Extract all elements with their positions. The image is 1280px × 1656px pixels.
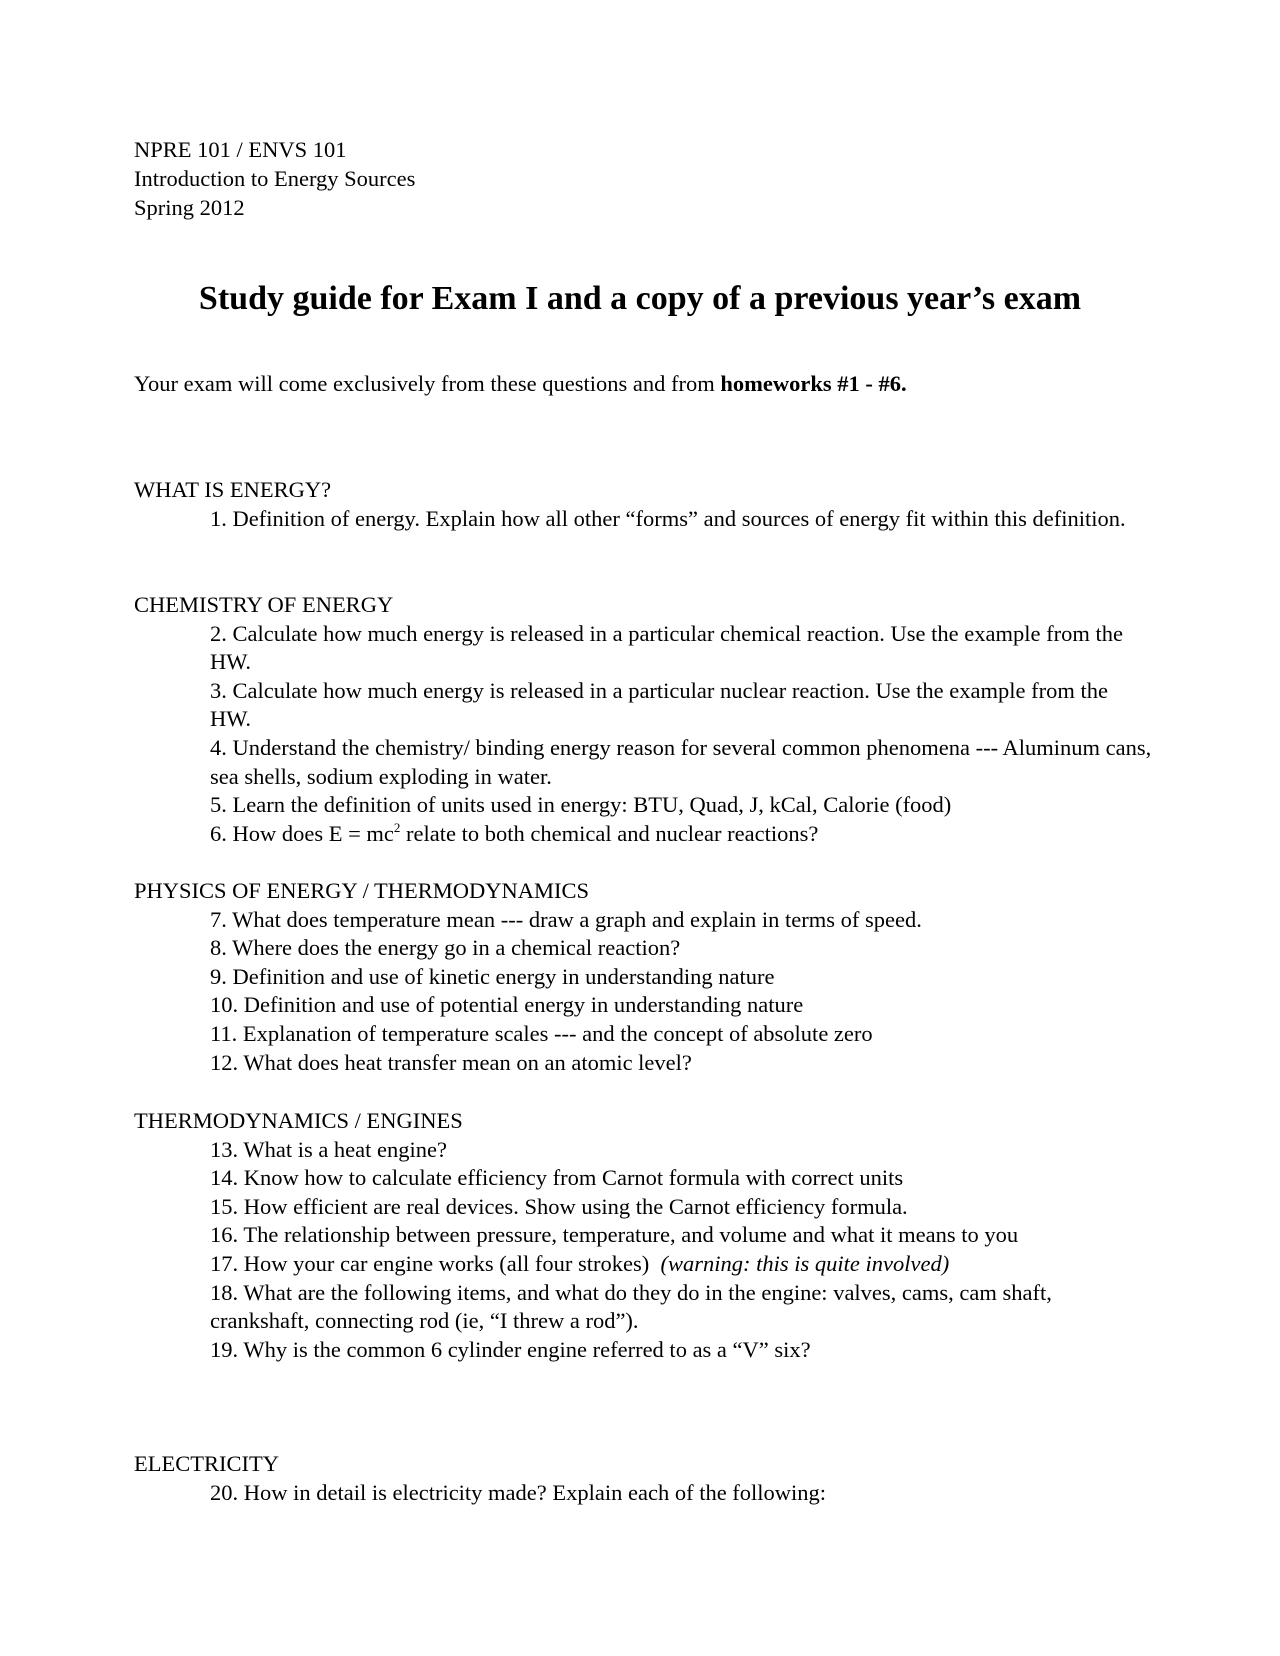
question-item: 4. Understand the chemistry/ binding energy reason for several common phenomena --- Aluminum cans, sea shells, sodium exploding in water. — [210, 734, 1152, 789]
section-what-is-energy — [134, 476, 1154, 533]
intro-paragraph — [134, 370, 907, 399]
section-heading: THERMODYNAMICS / ENGINES — [134, 1108, 463, 1133]
intro-text: Your exam will come exclusively from these questions and from — [134, 371, 721, 396]
question-item: 14. Know how to calculate efficiency from Carnot formula with correct units — [210, 1165, 904, 1191]
question-item: 16. The relationship between pressure, temperature, and volume and what it means to you — [210, 1222, 1019, 1248]
question-text: relate to both chemical and nuclear reactions? — [400, 820, 819, 846]
term: Spring 2012 — [134, 195, 245, 220]
question-item — [210, 1250, 1154, 1279]
superscript: 2 — [393, 819, 401, 835]
question-item: 5. Learn the definition of units used in energy: BTU, Quad, J, kCal, Calorie (food) — [210, 792, 952, 818]
section-heading: WHAT IS ENERGY? — [134, 477, 332, 502]
question-item: 11. Explanation of temperature scales --- and the concept of absolute zero — [210, 1020, 873, 1046]
section-heading: PHYSICS OF ENERGY / THERMODYNAMICS — [134, 878, 590, 903]
question-item: 10. Definition and use of potential energy in understanding nature — [210, 992, 804, 1018]
course-code: NPRE 101 / ENVS 101 — [134, 137, 347, 162]
question-item — [210, 820, 1154, 849]
section-thermodynamics-engines — [134, 1107, 1154, 1364]
question-text: 17. How your car engine works (all four strokes) — [210, 1250, 661, 1276]
section-physics-of-energy — [134, 877, 1154, 1077]
question-item: 7. What does temperature mean --- draw a graph and explain in terms of speed. — [210, 906, 922, 932]
question-item: 13. What is a heat engine? — [210, 1136, 447, 1162]
document-title: Study guide for Exam I and a copy of a previous year’s exam — [198, 280, 1082, 317]
question-text: 6. How does E = mc — [210, 820, 394, 846]
question-item: 2. Calculate how much energy is released in a particular chemical reaction. Use the example from the HW. — [210, 620, 1123, 675]
course-title: Introduction to Energy Sources — [134, 166, 416, 191]
section-chemistry-of-energy — [134, 591, 1154, 848]
question-item: 8. Where does the energy go in a chemical reaction? — [210, 935, 681, 961]
question-item: 15. How efficient are real devices. Show using the Carnot efficiency formula. — [210, 1193, 908, 1219]
question-item: 12. What does heat transfer mean on an atomic level? — [210, 1049, 692, 1075]
question-item: 3. Calculate how much energy is released in a particular nuclear reaction. Use the example from the HW. — [210, 677, 1108, 732]
section-electricity — [134, 1450, 1154, 1507]
intro-homework-range: homeworks #1 - #6. — [720, 371, 907, 396]
question-item: 18. What are the following items, and what do they do in the engine: valves, cams, cam shaft, crankshaft, connecting rod (ie, “I threw a rod”). — [210, 1279, 1052, 1334]
question-item: 20. How in detail is electricity made? Explain each of the following: — [210, 1479, 827, 1505]
question-item: 19. Why is the common 6 cylinder engine referred to as a “V” six? — [210, 1336, 811, 1362]
question-item: 1. Definition of energy. Explain how all other “forms” and sources of energy fit within this definition. — [210, 505, 1126, 531]
warning-note: (warning: this is quite involved) — [660, 1250, 950, 1276]
section-heading: CHEMISTRY OF ENERGY — [134, 592, 394, 617]
section-heading: ELECTRICITY — [134, 1451, 279, 1476]
question-item: 9. Definition and use of kinetic energy in understanding nature — [210, 963, 775, 989]
